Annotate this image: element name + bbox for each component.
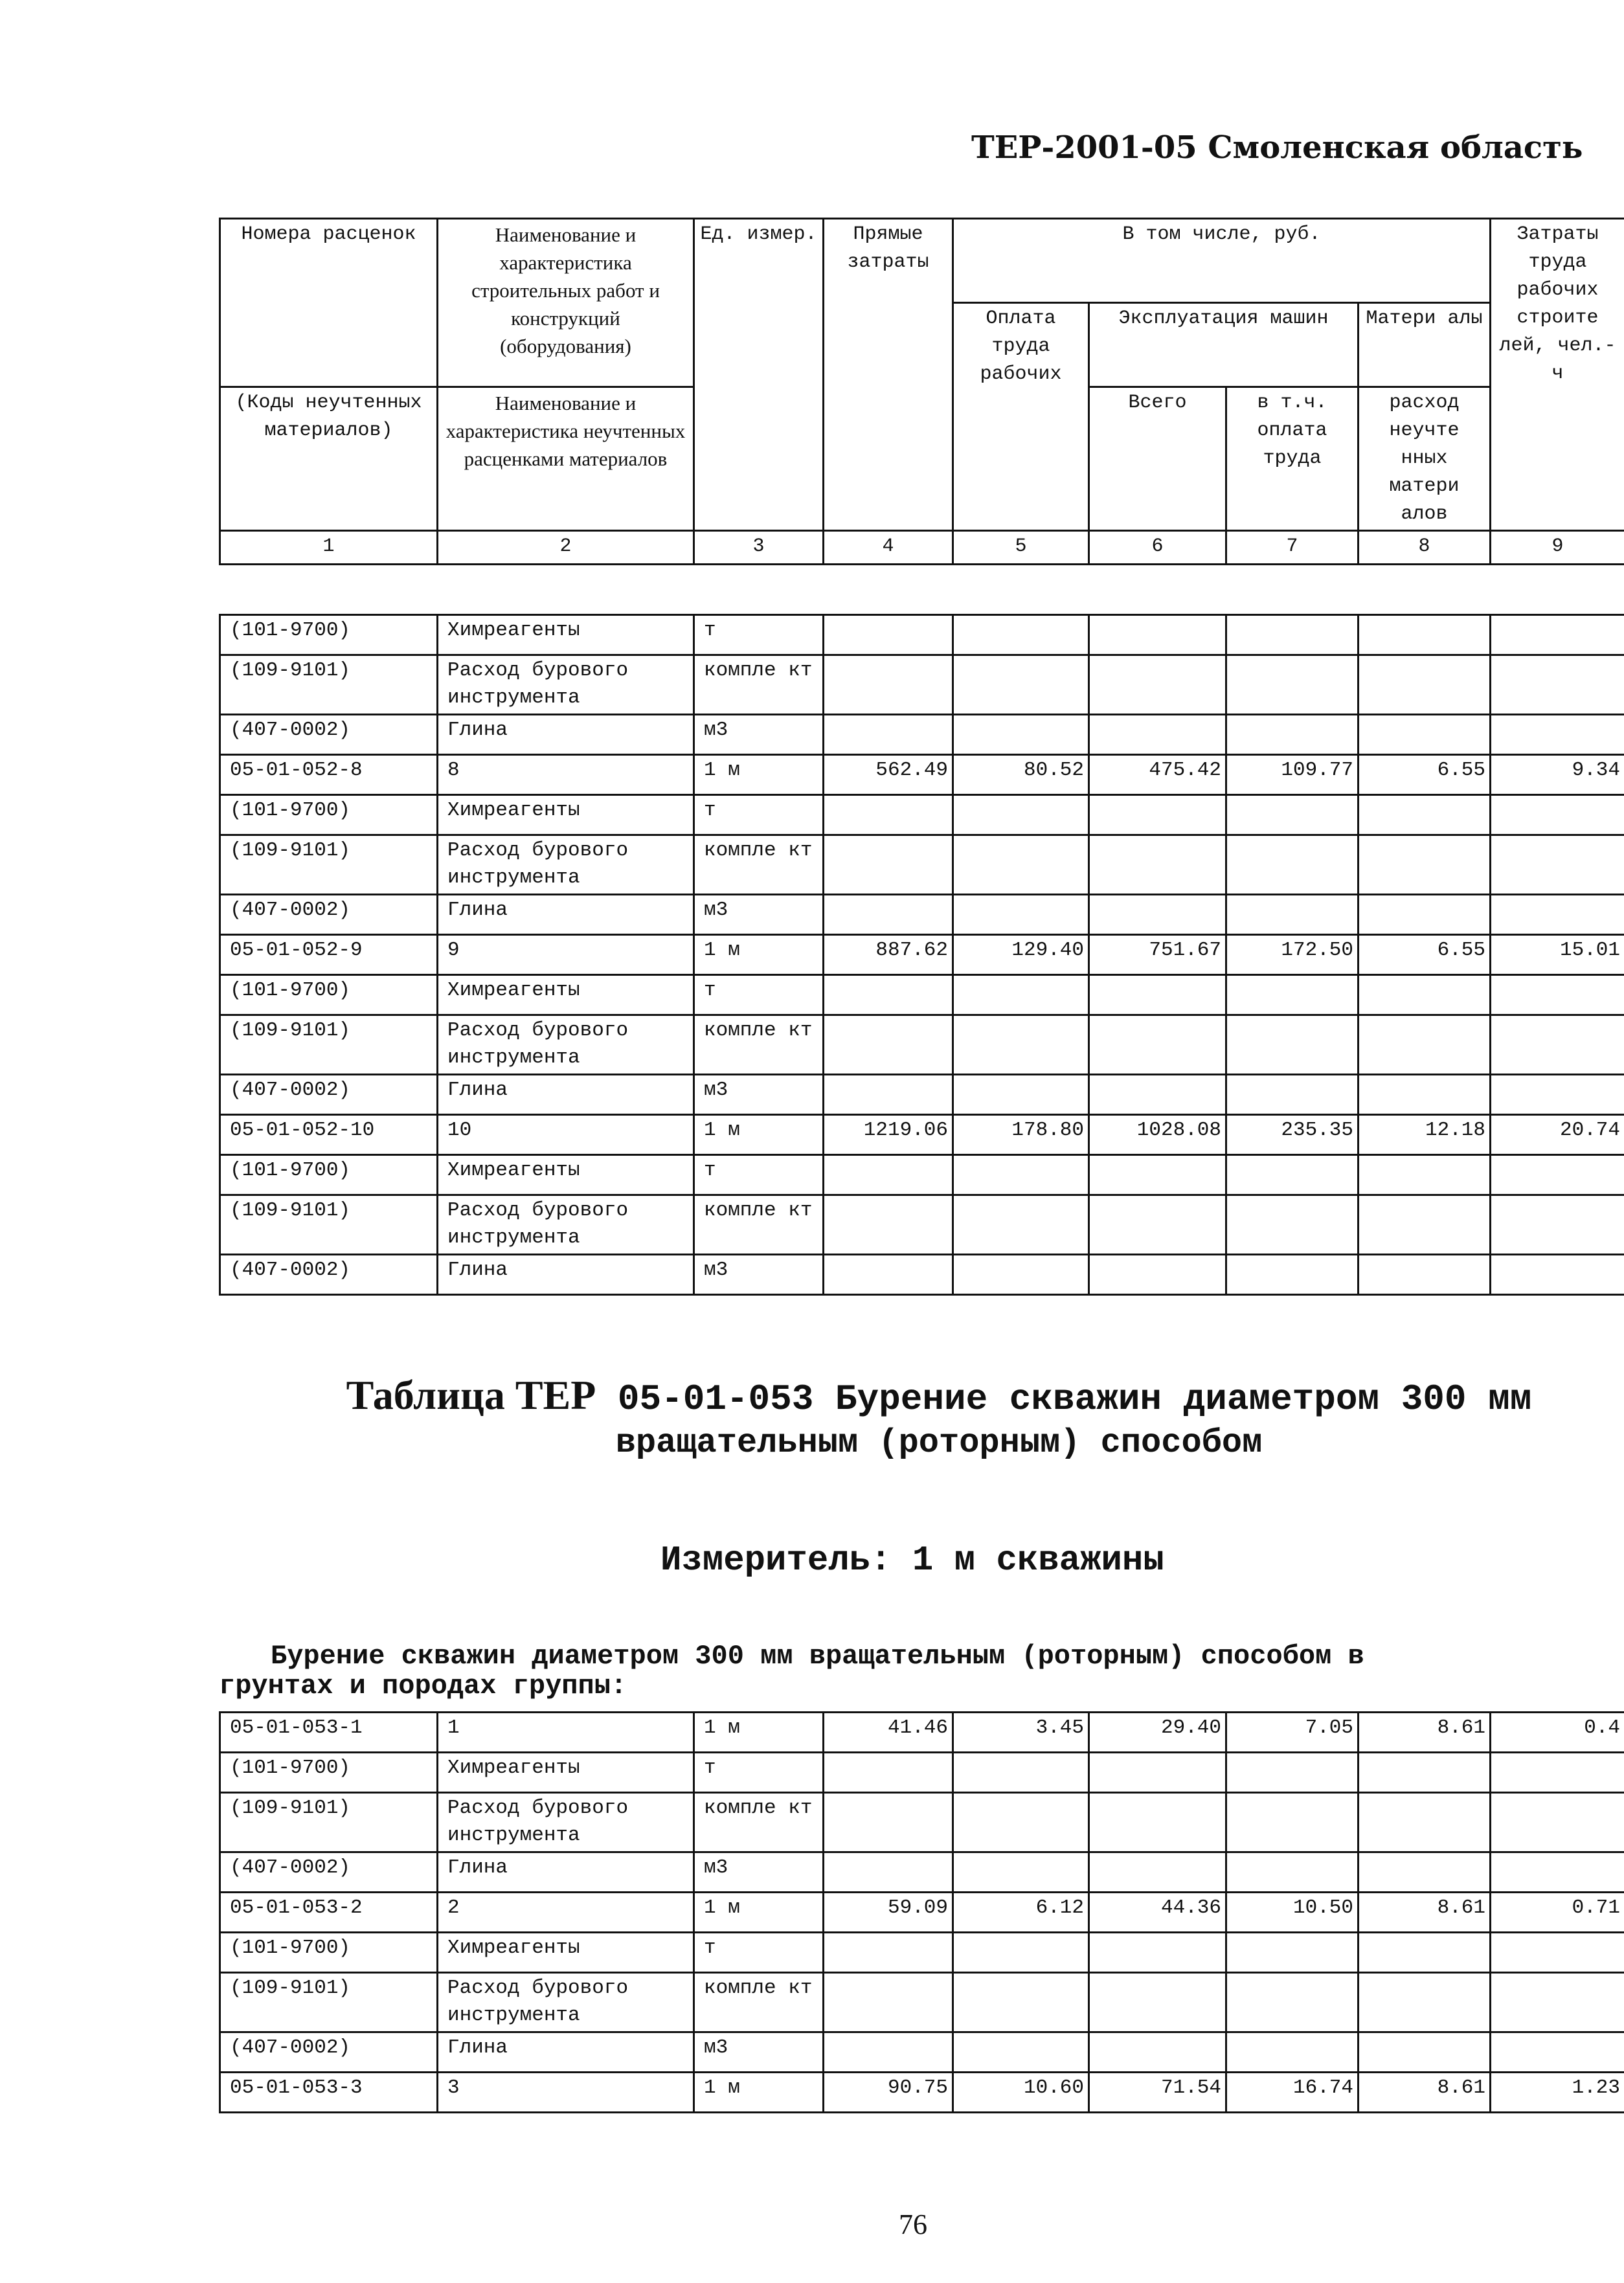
row-name: 1 <box>438 1713 694 1753</box>
row-labor-pay <box>953 1255 1089 1295</box>
row-name: Химреагенты <box>438 1753 694 1793</box>
column-header-table <box>219 218 1624 565</box>
row-machines-labor <box>1226 1973 1359 2032</box>
row-labor-hours <box>1491 2032 1624 2073</box>
row-materials <box>1359 1075 1491 1115</box>
row-direct-cost <box>824 1075 953 1115</box>
row-labor-pay: 6.12 <box>953 1893 1089 1933</box>
row-code: (109-9101) <box>220 1973 438 2032</box>
row-code: (109-9101) <box>220 1195 438 1255</box>
row-labor-pay <box>953 1075 1089 1115</box>
row-machines-total <box>1089 1753 1226 1793</box>
row-name: Глина <box>438 1075 694 1115</box>
row-direct-cost <box>824 1973 953 2032</box>
table-row <box>220 1255 1624 1295</box>
row-machines-labor: 109.77 <box>1226 755 1359 795</box>
row-machines-labor: 10.50 <box>1226 1893 1359 1933</box>
row-materials <box>1359 715 1491 755</box>
row-code: 05-01-052-10 <box>220 1115 438 1155</box>
row-unit: т <box>694 1933 824 1973</box>
row-unit: 1 м <box>694 1713 824 1753</box>
row-machines-labor <box>1226 835 1359 895</box>
row-name: Расход бурового инструмента <box>438 1973 694 2032</box>
col-number: 9 <box>1491 531 1624 565</box>
row-name: Расход бурового инструмента <box>438 1793 694 1852</box>
row-materials <box>1359 1933 1491 1973</box>
row-machines-labor <box>1226 1793 1359 1852</box>
row-labor-hours <box>1491 1255 1624 1295</box>
row-labor-hours <box>1491 1973 1624 2032</box>
row-name: Глина <box>438 1852 694 1893</box>
row-code: (407-0002) <box>220 895 438 935</box>
row-materials <box>1359 975 1491 1015</box>
row-labor-pay: 3.45 <box>953 1713 1089 1753</box>
machines-group-header: Эксплуатация машин <box>1089 303 1359 387</box>
row-direct-cost <box>824 1195 953 1255</box>
row-machines-labor <box>1226 1255 1359 1295</box>
col7-header: в т.ч. оплата труда <box>1226 387 1359 531</box>
row-materials <box>1359 1793 1491 1852</box>
row-name: Расход бурового инструмента <box>438 655 694 715</box>
row-labor-hours <box>1491 1793 1624 1852</box>
row-unit: т <box>694 975 824 1015</box>
row-machines-labor <box>1226 1075 1359 1115</box>
row-materials <box>1359 2032 1491 2073</box>
row-labor-pay <box>953 615 1089 655</box>
row-direct-cost <box>824 1852 953 1893</box>
row-machines-labor: 7.05 <box>1226 1713 1359 1753</box>
section-title <box>272 1371 1606 1462</box>
table-row <box>220 615 1624 655</box>
row-name: 2 <box>438 1893 694 1933</box>
row-machines-labor <box>1226 975 1359 1015</box>
row-code: (109-9101) <box>220 835 438 895</box>
row-direct-cost <box>824 795 953 835</box>
row-materials <box>1359 615 1491 655</box>
col8-header: Матери алы <box>1359 303 1491 387</box>
row-labor-hours: 9.34 <box>1491 755 1624 795</box>
row-unit: компле кт <box>694 1195 824 1255</box>
row-machines-total <box>1089 1195 1226 1255</box>
row-labor-pay <box>953 715 1089 755</box>
row-machines-total: 475.42 <box>1089 755 1226 795</box>
row-name: Химреагенты <box>438 1933 694 1973</box>
row-machines-labor: 16.74 <box>1226 2073 1359 2113</box>
row-code: 05-01-053-2 <box>220 1893 438 1933</box>
row-unit: т <box>694 615 824 655</box>
row-unit: 1 м <box>694 1115 824 1155</box>
rates-table-052 <box>219 614 1624 1296</box>
page-number: 76 <box>899 2209 927 2240</box>
row-machines-labor: 172.50 <box>1226 935 1359 975</box>
row-labor-hours <box>1491 1753 1624 1793</box>
row-code: 05-01-052-8 <box>220 755 438 795</box>
row-unit: т <box>694 1753 824 1793</box>
row-code: (101-9700) <box>220 615 438 655</box>
row-name: Глина <box>438 715 694 755</box>
row-labor-pay <box>953 2032 1089 2073</box>
table-row <box>220 1933 1624 1973</box>
row-code: (101-9700) <box>220 1753 438 1793</box>
row-machines-total <box>1089 1852 1226 1893</box>
row-materials <box>1359 655 1491 715</box>
row-code: (101-9700) <box>220 795 438 835</box>
row-labor-hours <box>1491 1075 1624 1115</box>
row-unit: компле кт <box>694 655 824 715</box>
row-direct-cost <box>824 975 953 1015</box>
row-direct-cost <box>824 1933 953 1973</box>
row-direct-cost <box>824 835 953 895</box>
row-labor-pay <box>953 655 1089 715</box>
col4-header: Прямые затраты <box>824 219 953 531</box>
row-materials <box>1359 1195 1491 1255</box>
row-direct-cost: 887.62 <box>824 935 953 975</box>
row-code: (407-0002) <box>220 715 438 755</box>
row-materials: 8.61 <box>1359 2073 1491 2113</box>
row-labor-hours <box>1491 835 1624 895</box>
table-row <box>220 835 1624 895</box>
col-number: 5 <box>953 531 1089 565</box>
row-machines-labor <box>1226 715 1359 755</box>
row-machines-labor <box>1226 1195 1359 1255</box>
row-machines-total <box>1089 1255 1226 1295</box>
col-number: 4 <box>824 531 953 565</box>
row-labor-pay: 178.80 <box>953 1115 1089 1155</box>
row-unit: 1 м <box>694 2073 824 2113</box>
row-direct-cost: 562.49 <box>824 755 953 795</box>
row-labor-hours <box>1491 655 1624 715</box>
col-number: 2 <box>438 531 694 565</box>
col9-header: Затраты труда рабочих строите лей, чел.-ч <box>1491 219 1624 531</box>
row-machines-total: 751.67 <box>1089 935 1226 975</box>
measurement-unit: Измеритель: 1 м скважины <box>660 1541 1164 1580</box>
row-machines-total <box>1089 795 1226 835</box>
table-row <box>220 1793 1624 1852</box>
row-unit: 1 м <box>694 1893 824 1933</box>
col-number: 7 <box>1226 531 1359 565</box>
row-labor-hours <box>1491 1195 1624 1255</box>
row-machines-labor <box>1226 1015 1359 1075</box>
row-machines-total: 29.40 <box>1089 1713 1226 1753</box>
row-labor-hours <box>1491 975 1624 1015</box>
row-name: 9 <box>438 935 694 975</box>
row-labor-hours <box>1491 615 1624 655</box>
row-unit: м3 <box>694 1255 824 1295</box>
row-labor-pay <box>953 1933 1089 1973</box>
row-unit: 1 м <box>694 935 824 975</box>
table-row <box>220 1155 1624 1195</box>
table-row <box>220 975 1624 1015</box>
table-row <box>220 1015 1624 1075</box>
row-machines-total <box>1089 1793 1226 1852</box>
table-row <box>220 2032 1624 2073</box>
col-number: 6 <box>1089 531 1226 565</box>
description <box>219 1641 1618 1701</box>
row-name: 3 <box>438 2073 694 2113</box>
row-code: (407-0002) <box>220 1075 438 1115</box>
table-row <box>220 1852 1624 1893</box>
row-machines-total: 71.54 <box>1089 2073 1226 2113</box>
row-code: 05-01-053-1 <box>220 1713 438 1753</box>
table-row <box>220 755 1624 795</box>
row-machines-labor <box>1226 2032 1359 2073</box>
row-labor-pay <box>953 1753 1089 1793</box>
rates-table-053 <box>219 1711 1624 2113</box>
col8-subheader: расход неучте нных матери алов <box>1359 387 1491 531</box>
row-machines-total <box>1089 1973 1226 2032</box>
row-machines-total <box>1089 615 1226 655</box>
row-name: Глина <box>438 2032 694 2073</box>
row-direct-cost: 59.09 <box>824 1893 953 1933</box>
row-direct-cost <box>824 715 953 755</box>
col-number: 3 <box>694 531 824 565</box>
row-name: Расход бурового инструмента <box>438 835 694 895</box>
row-machines-labor <box>1226 1753 1359 1793</box>
row-direct-cost <box>824 655 953 715</box>
row-direct-cost <box>824 1155 953 1195</box>
row-materials <box>1359 1753 1491 1793</box>
row-code: (407-0002) <box>220 2032 438 2073</box>
row-materials <box>1359 1852 1491 1893</box>
group-header: В том числе, руб. <box>953 219 1491 303</box>
row-code: (407-0002) <box>220 1852 438 1893</box>
row-materials <box>1359 1155 1491 1195</box>
row-machines-total <box>1089 1155 1226 1195</box>
row-name: 10 <box>438 1115 694 1155</box>
title-line2: вращательным (роторным) способом <box>615 1424 1263 1462</box>
row-unit: т <box>694 795 824 835</box>
row-code: 05-01-053-3 <box>220 2073 438 2113</box>
row-machines-total <box>1089 655 1226 715</box>
row-machines-total <box>1089 975 1226 1015</box>
row-labor-pay <box>953 1973 1089 2032</box>
col1-header: Номера расценок <box>220 219 438 387</box>
col3-header: Ед. измер. <box>694 219 824 531</box>
row-direct-cost: 41.46 <box>824 1713 953 1753</box>
row-materials <box>1359 895 1491 935</box>
row-labor-pay <box>953 895 1089 935</box>
row-unit: м3 <box>694 1075 824 1115</box>
row-unit: компле кт <box>694 1793 824 1852</box>
table-word: Таблица ТЕР <box>346 1372 596 1418</box>
row-labor-hours: 0.4 <box>1491 1713 1624 1753</box>
row-unit: м3 <box>694 895 824 935</box>
row-code: (407-0002) <box>220 1255 438 1295</box>
row-labor-hours <box>1491 795 1624 835</box>
row-labor-hours <box>1491 1015 1624 1075</box>
row-materials <box>1359 835 1491 895</box>
row-unit: компле кт <box>694 835 824 895</box>
col-number: 1 <box>220 531 438 565</box>
table-row <box>220 1195 1624 1255</box>
col2-subheader: Наименование и характеристика неучтенных расценками материалов <box>438 387 694 531</box>
row-name: Химреагенты <box>438 975 694 1015</box>
row-unit: 1 м <box>694 755 824 795</box>
table-row <box>220 1753 1624 1793</box>
row-machines-total <box>1089 1075 1226 1115</box>
row-materials <box>1359 1973 1491 2032</box>
row-machines-labor: 235.35 <box>1226 1115 1359 1155</box>
table-row <box>220 935 1624 975</box>
table-code: 05-01-053 <box>617 1378 814 1420</box>
row-direct-cost <box>824 1015 953 1075</box>
row-materials <box>1359 1255 1491 1295</box>
row-code: (109-9101) <box>220 1015 438 1075</box>
row-labor-hours: 0.71 <box>1491 1893 1624 1933</box>
row-materials <box>1359 1015 1491 1075</box>
title-line1-rest: Бурение скважин диаметром 300 мм <box>835 1378 1532 1420</box>
row-code: (101-9700) <box>220 975 438 1015</box>
row-name: 8 <box>438 755 694 795</box>
row-machines-total <box>1089 835 1226 895</box>
row-direct-cost <box>824 1793 953 1852</box>
table-row <box>220 1893 1624 1933</box>
row-labor-hours <box>1491 895 1624 935</box>
row-machines-total <box>1089 895 1226 935</box>
table-row <box>220 1075 1624 1115</box>
row-materials: 6.55 <box>1359 755 1491 795</box>
row-code: (101-9700) <box>220 1155 438 1195</box>
table-row <box>220 2073 1624 2113</box>
row-labor-pay <box>953 1852 1089 1893</box>
row-direct-cost <box>824 895 953 935</box>
row-code: 05-01-052-9 <box>220 935 438 975</box>
col2-header: Наименование и характеристика строительных работ и конструкций (оборудования) <box>438 219 694 387</box>
description-line1: Бурение скважин диаметром 300 мм вращательным (роторным) способом в <box>271 1641 1364 1672</box>
row-labor-hours <box>1491 1155 1624 1195</box>
row-materials: 8.61 <box>1359 1893 1491 1933</box>
row-machines-total <box>1089 1933 1226 1973</box>
row-labor-pay: 10.60 <box>953 2073 1089 2113</box>
row-name: Химреагенты <box>438 1155 694 1195</box>
row-direct-cost <box>824 1753 953 1793</box>
col-number: 8 <box>1359 531 1491 565</box>
row-name: Расход бурового инструмента <box>438 1015 694 1075</box>
document-header: ТЕР-2001-05 Смоленская область <box>971 129 1583 166</box>
row-name: Глина <box>438 1255 694 1295</box>
row-labor-pay: 129.40 <box>953 935 1089 975</box>
description-line2: грунтах и породах группы: <box>219 1670 627 1702</box>
col6-header: Всего <box>1089 387 1226 531</box>
row-code: (101-9700) <box>220 1933 438 1973</box>
row-machines-total <box>1089 715 1226 755</box>
row-machines-labor <box>1226 1155 1359 1195</box>
row-machines-labor <box>1226 795 1359 835</box>
table-row <box>220 1973 1624 2032</box>
row-labor-pay: 80.52 <box>953 755 1089 795</box>
row-code: (109-9101) <box>220 1793 438 1852</box>
row-machines-total: 44.36 <box>1089 1893 1226 1933</box>
row-labor-hours: 20.74 <box>1491 1115 1624 1155</box>
row-name: Расход бурового инструмента <box>438 1195 694 1255</box>
row-labor-hours: 1.23 <box>1491 2073 1624 2113</box>
table-row <box>220 1115 1624 1155</box>
row-direct-cost <box>824 615 953 655</box>
row-labor-pay <box>953 1015 1089 1075</box>
row-machines-labor <box>1226 615 1359 655</box>
table-row <box>220 715 1624 755</box>
row-direct-cost <box>824 1255 953 1295</box>
row-labor-hours <box>1491 1933 1624 1973</box>
row-labor-pay <box>953 835 1089 895</box>
col1-subheader: (Коды неучтенных материалов) <box>220 387 438 531</box>
row-direct-cost: 1219.06 <box>824 1115 953 1155</box>
row-materials <box>1359 795 1491 835</box>
col5-header: Оплата труда рабочих <box>953 303 1089 531</box>
row-unit: компле кт <box>694 1015 824 1075</box>
row-labor-pay <box>953 975 1089 1015</box>
row-labor-pay <box>953 1195 1089 1255</box>
row-materials: 6.55 <box>1359 935 1491 975</box>
row-labor-pay <box>953 795 1089 835</box>
table-row <box>220 1713 1624 1753</box>
row-unit: м3 <box>694 2032 824 2073</box>
row-machines-labor <box>1226 1852 1359 1893</box>
row-code: (109-9101) <box>220 655 438 715</box>
row-unit: т <box>694 1155 824 1195</box>
row-machines-total: 1028.08 <box>1089 1115 1226 1155</box>
table-row <box>220 655 1624 715</box>
row-unit: м3 <box>694 1852 824 1893</box>
row-unit: компле кт <box>694 1973 824 2032</box>
row-labor-pay <box>953 1155 1089 1195</box>
row-machines-total <box>1089 2032 1226 2073</box>
row-direct-cost: 90.75 <box>824 2073 953 2113</box>
row-machines-labor <box>1226 655 1359 715</box>
row-direct-cost <box>824 2032 953 2073</box>
table-row <box>220 895 1624 935</box>
row-labor-pay <box>953 1793 1089 1852</box>
row-machines-labor <box>1226 895 1359 935</box>
row-labor-hours <box>1491 715 1624 755</box>
row-materials: 8.61 <box>1359 1713 1491 1753</box>
row-name: Химреагенты <box>438 615 694 655</box>
row-materials: 12.18 <box>1359 1115 1491 1155</box>
row-name: Химреагенты <box>438 795 694 835</box>
row-labor-hours: 15.01 <box>1491 935 1624 975</box>
table-row <box>220 795 1624 835</box>
row-name: Глина <box>438 895 694 935</box>
row-machines-total <box>1089 1015 1226 1075</box>
row-labor-hours <box>1491 1852 1624 1893</box>
row-machines-labor <box>1226 1933 1359 1973</box>
row-unit: м3 <box>694 715 824 755</box>
